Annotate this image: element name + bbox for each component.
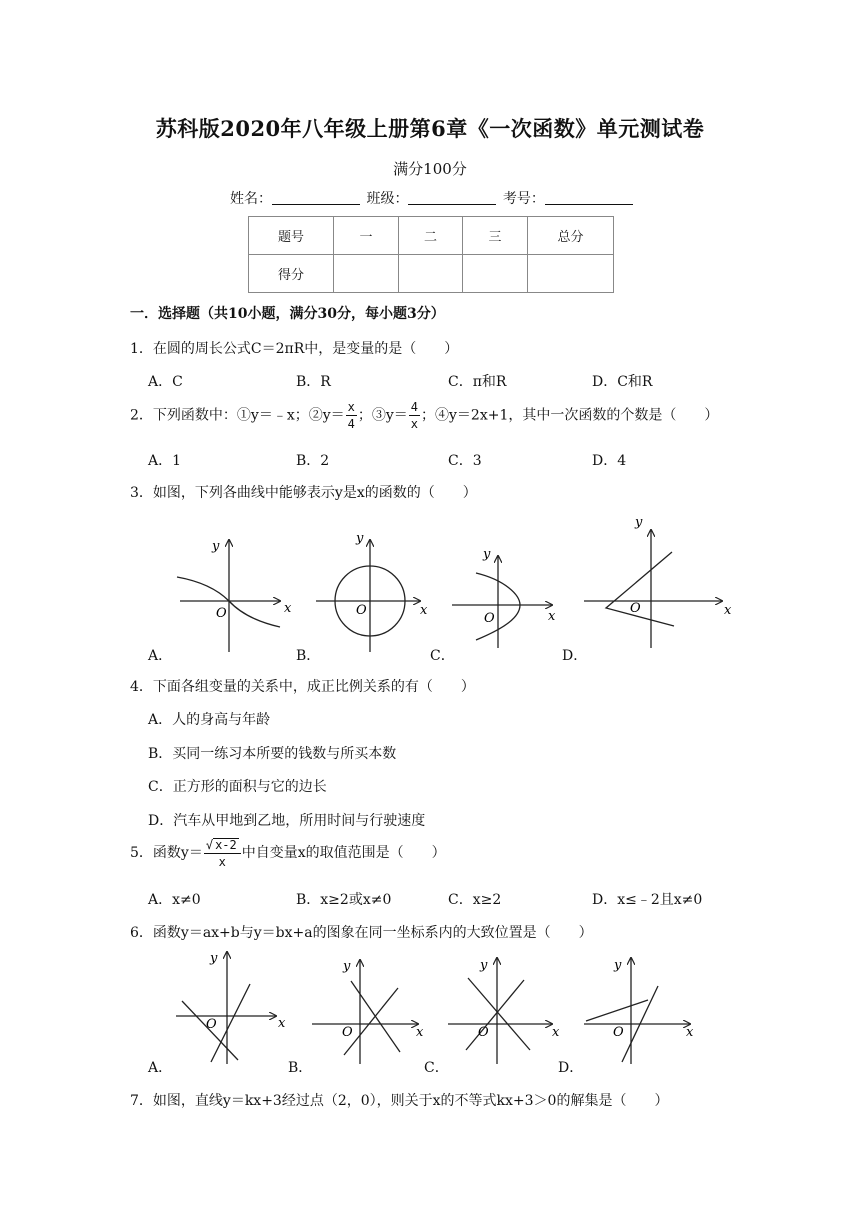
q6a-y-label: y (210, 951, 218, 966)
score-cell: 题号 (249, 217, 334, 255)
q1-option-a[interactable]: A．C (148, 374, 183, 390)
q6c-x-label: x (552, 1025, 560, 1040)
q2-frac2-num: 4 (410, 400, 419, 414)
q6-option-d[interactable]: D． (558, 1060, 584, 1076)
q3b-x-label: x (420, 603, 428, 618)
q6-graph-d (584, 958, 690, 1064)
score-cell: 二 (399, 217, 463, 255)
question-4: 4．下面各组变量的关系中，成正比例关系的有（ ） (130, 679, 475, 695)
q2-stem-b: ；③y＝ (357, 407, 408, 424)
q2-frac2-den: x (410, 417, 419, 431)
q6b-x-label: x (416, 1025, 424, 1040)
number-label: 考号： (502, 191, 545, 207)
q2-option-c[interactable]: C．3 (448, 453, 482, 469)
q5-stem-a: 5．函数y＝ (130, 845, 203, 861)
q2-stem-a: 2．下列函数中：①y＝﹣x；②y＝ (130, 407, 345, 424)
q3c-y-label: y (483, 547, 491, 562)
score-cell: 三 (463, 217, 528, 255)
q3b-y-label: y (356, 531, 364, 546)
q6b-y-label: y (343, 959, 351, 974)
q5-fraction (204, 838, 241, 868)
q3d-x-label: x (724, 603, 732, 618)
name-label: 姓名： (230, 191, 272, 207)
q3a-x-label: x (284, 601, 292, 616)
q3d-origin-label: O (630, 601, 641, 616)
q3-graph-d (584, 530, 722, 648)
q3a-origin-label: O (216, 606, 227, 621)
q6d-x-label: x (686, 1025, 694, 1040)
score-cell: 得分 (249, 255, 334, 293)
q6d-y-label: y (614, 958, 622, 973)
score-cell: 总分 (528, 217, 614, 255)
q3d-y-label: y (635, 515, 643, 530)
class-label: 班级： (366, 191, 409, 207)
q3-graph-c (452, 556, 552, 648)
q1-option-d[interactable]: D．C和R (592, 374, 653, 390)
q5-radicand: x-2 (215, 838, 237, 852)
q6a-x-label: x (278, 1016, 286, 1031)
q5-stem-b: 中自变量x的取值范围是（ ） (241, 845, 446, 861)
score-cell: 一 (334, 217, 399, 255)
q6b-origin-label: O (342, 1025, 353, 1040)
question-7: 7．如图，直线y＝kx+3经过点（2，0），则关于x的不等式kx+3＞0的解集是（ ） (130, 1093, 669, 1109)
question-6: 6．函数y＝ax+b与y＝bx+a的图象在同一坐标系内的大致位置是（ ） (130, 925, 593, 941)
q3-option-a[interactable]: A． (148, 648, 173, 664)
q6-graph-a (176, 952, 276, 1064)
q3a-y-label: y (212, 539, 220, 554)
q2-frac1-num: x (347, 400, 355, 414)
q4-option-c[interactable]: C．正方形的面积与它的边长 (148, 779, 327, 795)
q4-option-a[interactable]: A．人的身高与年龄 (148, 712, 271, 728)
q2-option-a[interactable]: A．1 (148, 453, 182, 469)
q6-option-b[interactable]: B． (288, 1060, 313, 1076)
q3c-x-label: x (548, 609, 556, 624)
q6-option-a[interactable]: A． (148, 1060, 173, 1076)
q6c-origin-label: O (478, 1025, 489, 1040)
q5-option-b[interactable]: B．x≥2或x≠0 (296, 892, 392, 908)
question-3: 3．如图，下列各曲线中能够表示y是x的函数的（ ） (130, 485, 477, 501)
q3-graph-b (316, 540, 420, 652)
q5-option-a[interactable]: A．x≠0 (148, 892, 201, 908)
q5-option-d[interactable]: D．x≤﹣2且x≠0 (592, 892, 703, 908)
q3-option-d[interactable]: D． (562, 648, 588, 664)
q6-graph-b (312, 960, 418, 1064)
section-heading: 一．选择题（共10小题，满分30分，每小题3分） (130, 306, 445, 322)
q3c-origin-label: O (484, 611, 495, 626)
q6d-origin-label: O (613, 1025, 624, 1040)
q1-option-b[interactable]: B．R (296, 374, 331, 390)
page-title: 苏科版2020年八年级上册第6章《一次函数》单元测试卷 (155, 116, 705, 141)
question-1: 1．在圆的周长公式C＝2πR中，是变量的是（ ） (130, 341, 459, 357)
q3-graph-a (177, 540, 280, 652)
q6c-y-label: y (480, 958, 488, 973)
q6-option-c[interactable]: C． (424, 1060, 449, 1076)
q1-option-c[interactable]: C．π和R (448, 374, 507, 390)
q3-option-c[interactable]: C． (430, 648, 455, 664)
page-subtitle: 满分100分 (393, 160, 467, 178)
q2-option-d[interactable]: D．4 (592, 453, 627, 469)
q3b-origin-label: O (356, 603, 367, 618)
q4-option-b[interactable]: B．买同一练习本所要的钱数与所买本数 (148, 746, 397, 762)
q2-frac1-den: 4 (347, 417, 355, 431)
q6-graph-c (448, 958, 552, 1064)
q2-stem-c: ；④y＝2x+1，其中一次函数的个数是（ ） (421, 407, 719, 424)
q4-option-d[interactable]: D．汽车从甲地到乙地，所用时间与行驶速度 (148, 813, 426, 829)
q6a-origin-label: O (206, 1017, 217, 1032)
question-5 (130, 838, 446, 868)
q2-option-b[interactable]: B．2 (296, 453, 330, 469)
q3-option-b[interactable]: B． (296, 648, 321, 664)
q5-option-c[interactable]: C．x≥2 (448, 892, 502, 908)
q5-denominator: x (218, 855, 226, 869)
q5-numerator: √ x-2 (204, 838, 241, 854)
